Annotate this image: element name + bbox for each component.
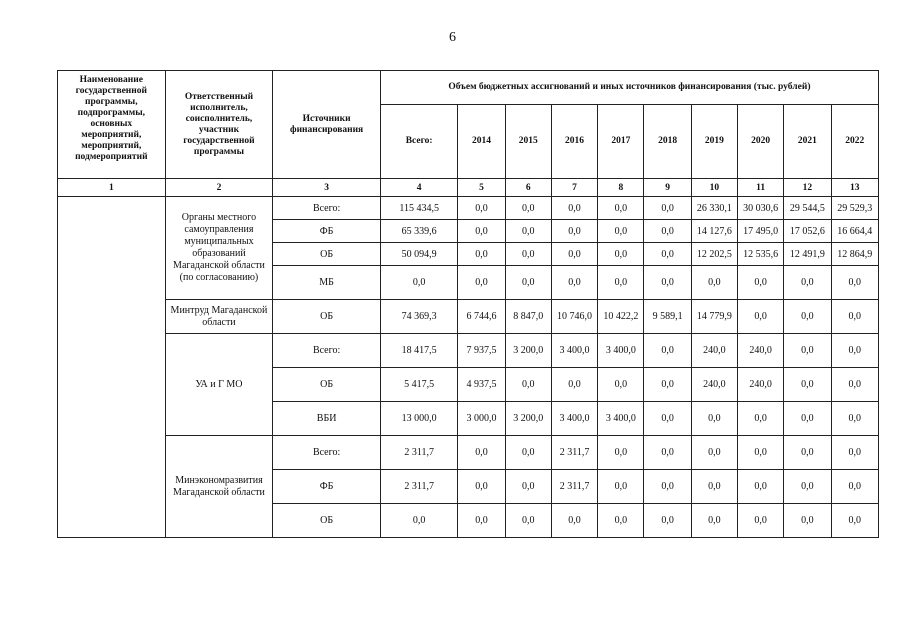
value-cell: 0,0 [691,504,737,538]
value-cell: 0,0 [831,368,878,402]
header-budget-volume: Объем бюджетных ассигнований и иных источников финансирования (тыс. рублей) [380,71,878,105]
value-cell: 0,0 [551,368,597,402]
column-number: 2 [165,179,273,197]
value-cell: 0,0 [831,436,878,470]
executor-cell: Органы местного самоуправления муниципальных образований Магаданской области (по согласованию) [165,197,273,300]
value-cell: 3 400,0 [551,334,597,368]
value-cell: 0,0 [551,243,597,266]
value-cell: 0,0 [505,197,551,220]
value-cell: 0,0 [644,470,691,504]
value-cell: 240,0 [691,334,737,368]
value-cell: 0,0 [458,243,505,266]
value-cell: 6 744,6 [458,300,505,334]
value-cell: 0,0 [505,368,551,402]
value-cell: 65 339,6 [380,220,457,243]
header-year: 2016 [551,105,597,179]
value-cell: 240,0 [738,334,784,368]
value-cell: 26 330,1 [691,197,737,220]
executor-cell: УА и Г МО [165,334,273,436]
value-cell: 30 030,6 [738,197,784,220]
value-cell: 0,0 [738,300,784,334]
column-number: 1 [58,179,166,197]
source-cell: ФБ [273,220,381,243]
column-number: 13 [831,179,878,197]
value-cell: 0,0 [644,504,691,538]
value-cell: 16 664,4 [831,220,878,243]
value-cell: 2 311,7 [551,436,597,470]
value-cell: 17 052,6 [784,220,831,243]
value-cell: 0,0 [831,266,878,300]
value-cell: 0,0 [380,504,457,538]
value-cell: 0,0 [691,402,737,436]
value-cell: 14 779,9 [691,300,737,334]
value-cell: 0,0 [551,220,597,243]
value-cell: 0,0 [784,300,831,334]
header-year: 2017 [598,105,644,179]
value-cell: 0,0 [831,504,878,538]
value-cell: 0,0 [831,300,878,334]
value-cell: 0,0 [598,436,644,470]
value-cell: 0,0 [644,243,691,266]
column-number: 10 [691,179,737,197]
header-year: 2022 [831,105,878,179]
value-cell: 0,0 [458,470,505,504]
value-cell: 0,0 [598,504,644,538]
source-cell: ОБ [273,368,381,402]
executor-cell: Минэкономразвития Магаданской области [165,436,273,538]
column-number: 5 [458,179,505,197]
value-cell: 3 200,0 [505,402,551,436]
header-year: 2018 [644,105,691,179]
value-cell: 0,0 [458,197,505,220]
value-cell: 0,0 [598,197,644,220]
value-cell: 0,0 [458,266,505,300]
value-cell: 0,0 [505,243,551,266]
column-number: 9 [644,179,691,197]
value-cell: 0,0 [644,334,691,368]
header-year: 2019 [691,105,737,179]
value-cell: 0,0 [691,436,737,470]
value-cell: 0,0 [505,504,551,538]
header-year: 2014 [458,105,505,179]
value-cell: 3 400,0 [551,402,597,436]
header-executor: Ответственный исполнитель, соисполнитель, участник государственной программы [165,71,273,179]
value-cell: 2 311,7 [551,470,597,504]
value-cell: 0,0 [551,504,597,538]
value-cell: 0,0 [831,402,878,436]
value-cell: 0,0 [458,504,505,538]
value-cell: 29 544,5 [784,197,831,220]
value-cell: 0,0 [505,436,551,470]
value-cell: 5 417,5 [380,368,457,402]
value-cell: 10 746,0 [551,300,597,334]
value-cell: 0,0 [831,334,878,368]
value-cell: 0,0 [784,368,831,402]
source-cell: МБ [273,266,381,300]
table-row [58,436,879,470]
value-cell: 0,0 [598,470,644,504]
source-cell: ОБ [273,504,381,538]
value-cell: 3 000,0 [458,402,505,436]
executor-cell: Минтруд Магаданской области [165,300,273,334]
program-name-cell [58,197,166,538]
value-cell: 3 400,0 [598,334,644,368]
value-cell: 0,0 [380,266,457,300]
value-cell: 115 434,5 [380,197,457,220]
value-cell: 0,0 [644,436,691,470]
value-cell: 0,0 [784,334,831,368]
source-cell: ФБ [273,470,381,504]
value-cell: 50 094,9 [380,243,457,266]
value-cell: 9 589,1 [644,300,691,334]
value-cell: 10 422,2 [598,300,644,334]
value-cell: 0,0 [598,368,644,402]
value-cell: 0,0 [738,504,784,538]
value-cell: 0,0 [784,436,831,470]
value-cell: 0,0 [505,266,551,300]
value-cell: 0,0 [784,266,831,300]
table-row [58,300,879,334]
value-cell: 240,0 [691,368,737,402]
value-cell: 0,0 [644,368,691,402]
column-number: 11 [738,179,784,197]
value-cell: 0,0 [738,436,784,470]
source-cell: Всего: [273,436,381,470]
value-cell: 3 200,0 [505,334,551,368]
value-cell: 0,0 [784,470,831,504]
value-cell: 8 847,0 [505,300,551,334]
value-cell: 17 495,0 [738,220,784,243]
value-cell: 74 369,3 [380,300,457,334]
value-cell: 3 400,0 [598,402,644,436]
header-sources: Источники финансирования [273,71,381,179]
value-cell: 0,0 [784,402,831,436]
value-cell: 0,0 [691,266,737,300]
value-cell: 0,0 [598,243,644,266]
column-number: 4 [380,179,457,197]
value-cell: 0,0 [738,266,784,300]
value-cell: 0,0 [598,220,644,243]
value-cell: 2 311,7 [380,470,457,504]
source-cell: ОБ [273,243,381,266]
table-row [58,334,879,368]
value-cell: 0,0 [551,266,597,300]
value-cell: 7 937,5 [458,334,505,368]
value-cell: 0,0 [644,220,691,243]
page-number: 6 [449,30,456,45]
column-number-row [58,179,879,197]
header-year: 2015 [505,105,551,179]
value-cell: 12 491,9 [784,243,831,266]
value-cell: 0,0 [738,402,784,436]
source-cell: ОБ [273,300,381,334]
value-cell: 0,0 [831,470,878,504]
value-cell: 240,0 [738,368,784,402]
value-cell: 13 000,0 [380,402,457,436]
column-number: 3 [273,179,381,197]
column-number: 7 [551,179,597,197]
value-cell: 0,0 [644,197,691,220]
header-total: Всего: [380,105,457,179]
value-cell: 0,0 [644,402,691,436]
value-cell: 18 417,5 [380,334,457,368]
source-cell: Всего: [273,197,381,220]
value-cell: 0,0 [458,436,505,470]
value-cell: 0,0 [551,197,597,220]
value-cell: 0,0 [784,504,831,538]
value-cell: 0,0 [505,220,551,243]
value-cell: 12 864,9 [831,243,878,266]
value-cell: 4 937,5 [458,368,505,402]
value-cell: 14 127,6 [691,220,737,243]
value-cell: 0,0 [598,266,644,300]
column-number: 6 [505,179,551,197]
value-cell: 12 202,5 [691,243,737,266]
value-cell: 0,0 [505,470,551,504]
budget-table [57,70,879,538]
value-cell: 2 311,7 [380,436,457,470]
source-cell: ВБИ [273,402,381,436]
header-year: 2020 [738,105,784,179]
value-cell: 0,0 [738,470,784,504]
value-cell: 0,0 [691,470,737,504]
column-number: 8 [598,179,644,197]
value-cell: 0,0 [458,220,505,243]
header-year: 2021 [784,105,831,179]
column-number: 12 [784,179,831,197]
value-cell: 0,0 [644,266,691,300]
value-cell: 29 529,3 [831,197,878,220]
table-row [58,197,879,220]
source-cell: Всего: [273,334,381,368]
header-program-name: Наименование государственной программы, подпрограммы, основных мероприятий, мероприятий, подмероприятий [58,71,166,179]
value-cell: 12 535,6 [738,243,784,266]
